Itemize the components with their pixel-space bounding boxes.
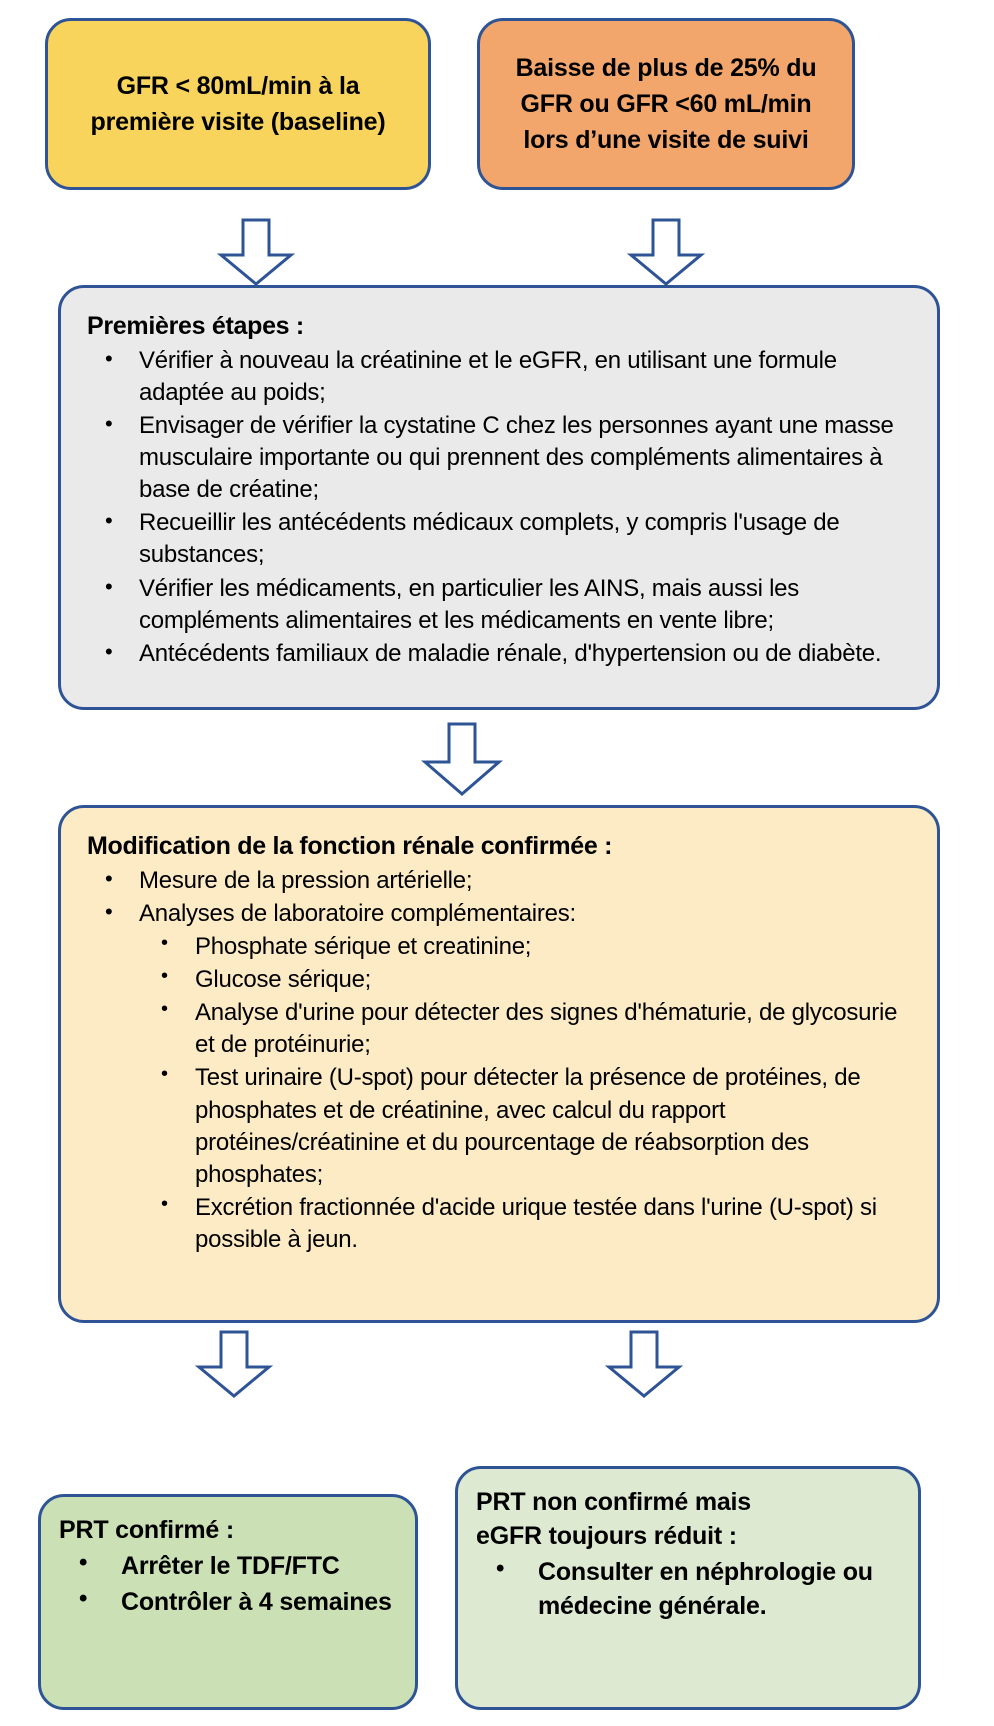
node-baseline-gfr: [45, 18, 431, 190]
list-item: • Analyse d'urine pour détecter des signes d'hématurie, de glycosurie et de protéinurie;: [139, 997, 911, 1061]
list-item: • Vérifier à nouveau la créatinine et le eGFR, en utilisant une formule adaptée au poids;: [87, 345, 911, 409]
list-item: • Vérifier les médicaments, en particulier les AINS, mais aussi les compléments alimentaires et les médicaments en vente libre;: [87, 573, 911, 637]
prt-not-confirmed-title-line2: eGFR toujours réduit :: [476, 1522, 737, 1550]
list-item: • Recueillir les antécédents médicaux complets, y compris l'usage de substances;: [87, 507, 911, 571]
arrow-first-steps-to-confirmed: [422, 722, 502, 796]
node-prt-not-confirmed: [455, 1466, 921, 1710]
prt-confirmed-title: PRT confirmé :: [59, 1516, 234, 1544]
arrow-confirmed-to-prt-not-confirmed: [606, 1330, 682, 1398]
list-item: • Antécédents familiaux de maladie rénale, d'hypertension ou de diabète.: [87, 638, 911, 670]
list-item: • Arrêter le TDF/FTC: [59, 1549, 401, 1583]
confirmed-title: Modification de la fonction rénale confirmée :: [87, 832, 613, 860]
prt-not-confirmed-title-line1: PRT non confirmé mais: [476, 1488, 752, 1516]
list-item: • Analyses de laboratoire complémentaires:: [87, 898, 911, 930]
confirmed-sublist: [139, 931, 911, 1257]
arrow-baseline-to-first-steps: [218, 218, 294, 286]
arrow-confirmed-to-prt-confirmed: [196, 1330, 272, 1398]
confirmed-list: [87, 865, 911, 930]
node-followup-gfr-text: Baisse de plus de 25% du GFR ou GFR <60 mL/min lors d’une visite de suivi: [515, 53, 817, 155]
node-renal-change-confirmed: [58, 805, 940, 1323]
confirmed-sublist-wrapper: [139, 931, 911, 1257]
list-item: • Test urinaire (U-spot) pour détecter la présence de protéines, de phosphates et de créatinine, avec calcul du rapport protéines/créatinine et du pourcentage de réabsorption des phosphates;: [139, 1062, 911, 1191]
prt-not-confirmed-list: [476, 1555, 904, 1623]
first-steps-list: [87, 345, 911, 671]
prt-confirmed-list: [59, 1549, 401, 1619]
list-item: • Excrétion fractionnée d'acide urique testée dans l'urine (U-spot) si possible à jeun.: [139, 1192, 911, 1256]
arrow-followup-to-first-steps: [628, 218, 704, 286]
node-baseline-gfr-text: GFR < 80mL/min à la première visite (baseline): [90, 71, 386, 136]
list-item: • Phosphate sérique et creatinine;: [139, 931, 911, 963]
list-item: • Consulter en néphrologie ou médecine générale.: [476, 1555, 904, 1623]
node-followup-gfr: [477, 18, 855, 190]
node-prt-confirmed: [38, 1494, 418, 1710]
node-first-steps: [58, 285, 940, 710]
list-item: • Mesure de la pression artérielle;: [87, 865, 911, 897]
list-item: • Contrôler à 4 semaines: [59, 1585, 401, 1619]
list-item: • Glucose sérique;: [139, 964, 911, 996]
first-steps-title: Premières étapes :: [87, 312, 304, 340]
list-item: • Envisager de vérifier la cystatine C chez les personnes ayant une masse musculaire importante ou qui prennent des compléments alimentaires à base de créatine;: [87, 410, 911, 506]
